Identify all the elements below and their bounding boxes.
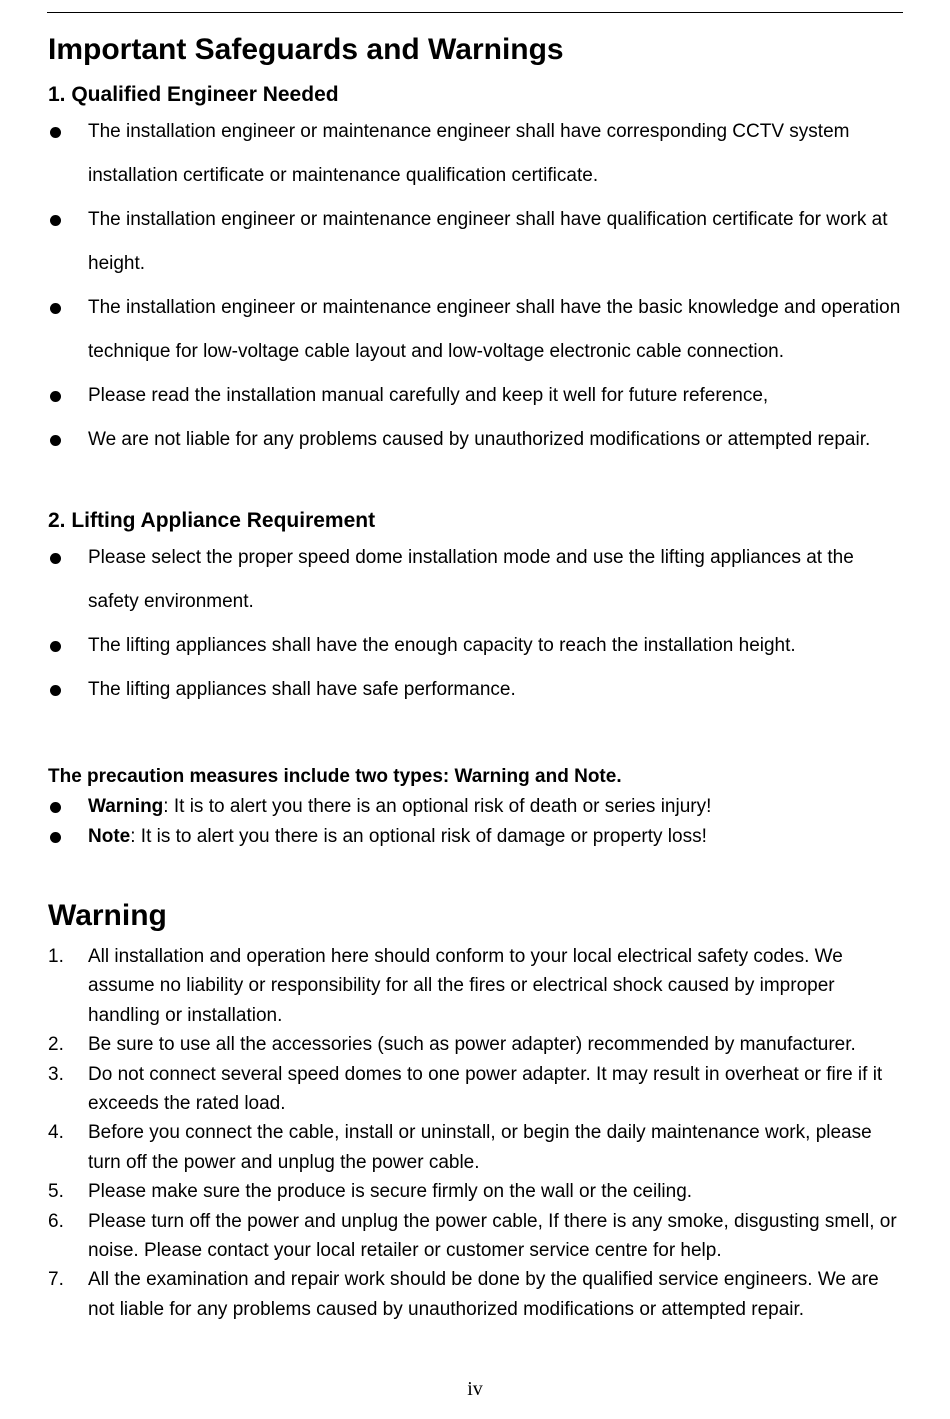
bullet-icon [50, 127, 61, 138]
list-item-text: The lifting appliances shall have the enough capacity to reach the installation height. [88, 635, 796, 656]
list-item [48, 1118, 908, 1177]
item-number: 4. [48, 1122, 64, 1144]
lifting-appliance-list [48, 536, 908, 712]
list-item-text: Before you connect the cable, install or uninstall, or begin the daily maintenance work, please turn off the power and unplug the power cable. [88, 1122, 872, 1173]
page-number: iv [467, 1378, 483, 1400]
list-item-text: The lifting appliances shall have safe performance. [88, 679, 516, 700]
document-page [48, 28, 908, 1324]
section-heading-lifting-appliance: 2. Lifting Appliance Requirement [48, 509, 376, 532]
list-item [48, 1060, 908, 1119]
list-item [48, 1177, 908, 1206]
list-item-text: Please make sure the produce is secure firmly on the wall or the ceiling. [88, 1181, 693, 1203]
section-heading-qualified-engineer: 1. Qualified Engineer Needed [48, 83, 339, 106]
bullet-icon [50, 215, 61, 226]
list-item-text: The installation engineer or maintenance engineer shall have the basic knowledge and operation technique for low-voltage cable layout and low-voltage electronic cable connection. [88, 297, 901, 362]
item-number: 3. [48, 1063, 64, 1085]
precaution-term-note: Note [88, 826, 131, 847]
precaution-text: : It is to alert you there is an optional risk of death or series injury! [163, 796, 712, 817]
list-item [48, 942, 908, 1030]
list-item [48, 624, 908, 668]
list-item [48, 822, 908, 852]
list-item [48, 668, 908, 712]
list-item [48, 418, 908, 462]
warning-heading: Warning [48, 899, 167, 932]
list-item [48, 1030, 908, 1059]
bullet-icon [50, 435, 61, 446]
list-item [48, 536, 908, 624]
list-item [48, 1207, 908, 1266]
top-rule [47, 12, 903, 13]
list-item-text: We are not liable for any problems caused by unauthorized modifications or attempted repair. [88, 429, 871, 450]
precaution-term-warning: Warning [88, 796, 164, 817]
item-number: 5. [48, 1181, 64, 1203]
list-item [48, 792, 908, 822]
bullet-icon [50, 553, 61, 564]
list-item [48, 286, 908, 374]
list-item-text: All the examination and repair work should be done by the qualified service engineers. We are not liable for any problems caused by unauthorized modifications or attempted repair. [88, 1269, 879, 1320]
list-item-text: The installation engineer or maintenance engineer shall have qualification certificate for work at height. [88, 209, 888, 274]
qualified-engineer-list [48, 110, 908, 462]
bullet-icon [50, 685, 61, 696]
list-item-text: The installation engineer or maintenance engineer shall have corresponding CCTV system installation certificate or maintenance qualification certificate. [88, 121, 850, 186]
page-title: Important Safeguards and Warnings [48, 33, 564, 66]
precaution-heading: The precaution measures include two types: Warning and Note. [48, 766, 622, 787]
list-item [48, 110, 908, 198]
bullet-icon [50, 641, 61, 652]
list-item-text: All installation and operation here should conform to your local electrical safety codes. We assume no liability or responsibility for all the fires or electrical shock caused by improper handling or installation. [88, 946, 843, 1026]
precaution-text: : It is to alert you there is an optional risk of damage or property loss! [130, 826, 707, 847]
bullet-icon [50, 802, 61, 813]
list-item [48, 198, 908, 286]
item-number: 7. [48, 1269, 64, 1291]
list-item-text: Be sure to use all the accessories (such as power adapter) recommended by manufacturer. [88, 1034, 856, 1056]
item-number: 6. [48, 1210, 64, 1232]
list-item-text: Please read the installation manual carefully and keep it well for future reference, [88, 385, 769, 406]
list-item [48, 374, 908, 418]
warning-list [48, 942, 908, 1324]
item-number: 1. [48, 946, 64, 967]
item-number: 2. [48, 1034, 64, 1056]
bullet-icon [50, 832, 61, 843]
list-item-text: Please select the proper speed dome installation mode and use the lifting appliances at the safety environment. [88, 547, 854, 612]
bullet-icon [50, 303, 61, 314]
list-item-text: Do not connect several speed domes to one power adapter. It may result in overheat or fire if it exceeds the rated load. [88, 1063, 883, 1115]
precaution-list [48, 792, 908, 852]
list-item-text: Please turn off the power and unplug the power cable, If there is any smoke, disgusting smell, or noise. Please contact your local retailer or customer service centre for help. [88, 1210, 897, 1262]
bullet-icon [50, 391, 61, 402]
list-item [48, 1265, 908, 1324]
